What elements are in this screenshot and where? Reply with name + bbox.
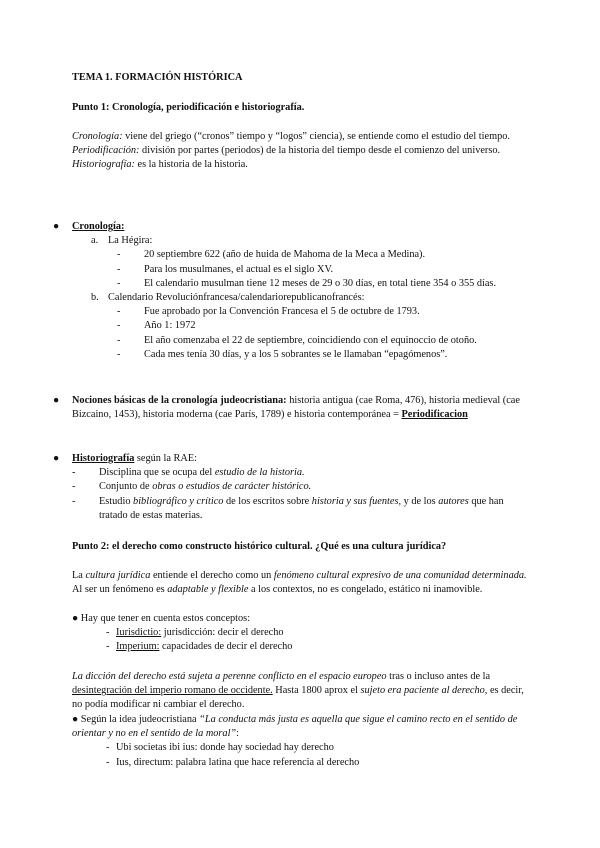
list-item — [72, 466, 532, 480]
definition-text: es la historia de la historia. — [134, 159, 248, 171]
text: tras o incluso antes de la — [386, 671, 491, 682]
heading-suffix: según la RAE: — [134, 453, 197, 464]
list-text: El calendario musulman tiene 12 meses de 29 o 30 días, en total tiene 354 o 355 días. — [144, 277, 497, 289]
list-item — [117, 248, 532, 262]
list-text: El año comenzaba el 22 de septiembre, coincidiendo con el equinoccio de otoño. — [144, 334, 477, 346]
list-item — [117, 319, 532, 333]
historiografia-heading-row — [53, 452, 532, 466]
definition-text: viene del griego (“cronos” tiempo y “logos” ciencia), se entiende como el estudio del tiempo. — [122, 131, 510, 142]
list-text: Estudio — [99, 495, 134, 507]
text: es decir, no podía modificar ni cambiar el derecho. — [72, 685, 524, 711]
concepts-block — [72, 612, 532, 655]
list-text: Para los musulmanes, el actual es el siglo XV. — [144, 263, 334, 275]
idea-paragraph — [72, 713, 532, 741]
concept-text: capacidades de decir el derecho — [159, 641, 293, 653]
dash-icon: - — [117, 249, 121, 261]
section-heading-punto1: Punto 1: Cronología, periodificación e historiografía. — [72, 102, 305, 113]
section-heading: Historiografía — [72, 453, 135, 464]
list-text: de los escritos sobre — [223, 495, 312, 507]
text: : — [236, 728, 240, 740]
nociones-tail: Periodificacion — [401, 409, 468, 421]
dash-icon: - — [106, 641, 110, 653]
dash-icon: - — [117, 320, 121, 332]
list-label: a. — [91, 235, 99, 247]
list-text: 20 septiembre 622 (año de huida de Mahoma de la Meca a Medina). — [144, 249, 426, 261]
text-italic: adaptable y flexible — [167, 584, 249, 596]
list-text: Ius, directum: palabra latina que hace referencia al derecho — [116, 756, 360, 768]
text: entiende el derecho como un — [150, 570, 274, 581]
definition-historiografia — [72, 158, 532, 172]
dash-icon: - — [72, 481, 76, 493]
list-text: Calendario Revoluciónfrancesa/calendariorepublicanofrancés: — [108, 292, 365, 304]
definition-cronologia — [72, 130, 532, 144]
list-text: y de los — [401, 495, 439, 507]
list-item — [117, 348, 532, 362]
diccion-derecho-paragraph — [72, 670, 532, 713]
list-item — [106, 741, 532, 755]
list-text: Cada mes tenía 30 días, y a los 5 sobrantes se le llamaban “epagómenos”. — [144, 348, 448, 360]
list-item — [117, 334, 532, 348]
cultura-juridica-paragraph — [72, 569, 532, 597]
text: Hasta 1800 aprox el — [272, 685, 361, 697]
list-item — [106, 640, 532, 654]
text-italic: fenómeno cultural expresivo de una comunidad determinada. — [273, 570, 527, 581]
text: a los contextos, no es congelado, estático ni inamovible. — [248, 584, 483, 596]
list-text-italic: estudio de la historia. — [214, 467, 305, 479]
dash-icon: - — [117, 306, 121, 318]
list-item — [106, 626, 532, 640]
list-label: b. — [91, 292, 99, 304]
text: La — [72, 570, 86, 581]
text-italic: “La conducta más justa es aquella que sigue el camino recto en el sentido de orientar y no en el sentido de la moral” — [72, 714, 518, 740]
list-text: Año 1: 1972 — [144, 320, 196, 332]
list-item — [117, 305, 532, 319]
nociones-text: historia antigua (cae Roma, 476), historia medieval (cae Bizcaino, 1453), historia moderna (cae París, 1789) e historia contemporánea = — [72, 395, 520, 421]
dash-icon: - — [117, 348, 121, 360]
list-item-b — [91, 291, 532, 305]
section-heading-punto2: Punto 2: el derecho como constructo histórico cultural. ¿Qué es una cultura jurídica? — [72, 541, 447, 552]
bullet-icon: ● — [53, 453, 60, 464]
nociones-row — [53, 394, 532, 422]
section-heading: Nociones básicas de la cronología judeocristiana: — [72, 395, 287, 406]
list-text: Disciplina que se ocupa del — [99, 467, 215, 479]
list-text: La Hégira: — [108, 235, 153, 247]
idea-judeocristiana-block — [72, 713, 532, 770]
concept-term: Iurisdictio: — [116, 627, 162, 639]
bullet-icon: ● — [53, 221, 60, 232]
text-italic: La dicción del derecho está sujeta a perenne conflicto en el espacio europeo — [72, 671, 387, 682]
dash-icon: - — [72, 467, 76, 479]
dash-icon: - — [72, 495, 76, 507]
list-text: Ubi societas ibi ius: donde hay sociedad hay derecho — [116, 742, 334, 754]
text-italic: cultura jurídica — [85, 570, 151, 581]
text: Al ser un fenómeno es — [72, 584, 168, 596]
list-text: que han tratado de estas materias. — [99, 495, 504, 521]
text-underline: desintegración del imperio romano de occidente. — [72, 685, 273, 697]
list-item — [72, 495, 532, 523]
definitions-block — [72, 130, 532, 173]
dash-icon: - — [106, 756, 110, 768]
term: Cronología: — [72, 131, 123, 142]
dash-icon: - — [117, 277, 121, 289]
section-heading: Cronología: — [72, 221, 125, 232]
definition-text: división por partes (periodos) de la historia del tiempo desde el comienzo del universo. — [139, 145, 501, 157]
dash-icon: - — [106, 742, 110, 754]
list-item — [106, 756, 532, 770]
text: ● Según la idea judeocristiana — [72, 714, 200, 725]
list-item — [117, 263, 532, 277]
text-italic: sujeto era paciente al derecho, — [360, 685, 488, 697]
term: Historiografía: — [72, 159, 135, 171]
historiografia-section — [53, 452, 532, 523]
cronologia-heading-row — [53, 220, 532, 234]
bullet-icon: ● — [53, 395, 60, 406]
concepts-intro: ● Hay que tener en cuenta estos conceptos: — [72, 613, 251, 624]
list-text: Conjunto de — [99, 481, 153, 493]
term: Periodificación: — [72, 145, 140, 157]
list-text-italic: obras o estudios de carácter histórico. — [152, 481, 312, 493]
nociones-section — [53, 394, 532, 422]
concept-term: Imperium: — [116, 641, 160, 653]
list-text: Fue aprobado por la Convención Francesa el 5 de octubre de 1793. — [144, 306, 420, 318]
concept-text: jurisdicción: decir el derecho — [161, 627, 284, 639]
list-text-italic: historia y sus fuentes, — [311, 495, 402, 507]
list-text-italic: bibliográfico y crítico — [133, 495, 224, 507]
definition-periodificacion — [72, 144, 532, 158]
dash-icon: - — [117, 334, 121, 346]
dash-icon: - — [117, 263, 121, 275]
list-item-a — [91, 234, 532, 248]
list-item — [72, 480, 532, 494]
list-text-italic: autores — [438, 495, 469, 507]
cronologia-section — [53, 220, 532, 362]
doc-title: TEMA 1. FORMACIÓN HISTÓRICA — [72, 72, 243, 83]
list-item — [117, 277, 532, 291]
dash-icon: - — [106, 627, 110, 639]
